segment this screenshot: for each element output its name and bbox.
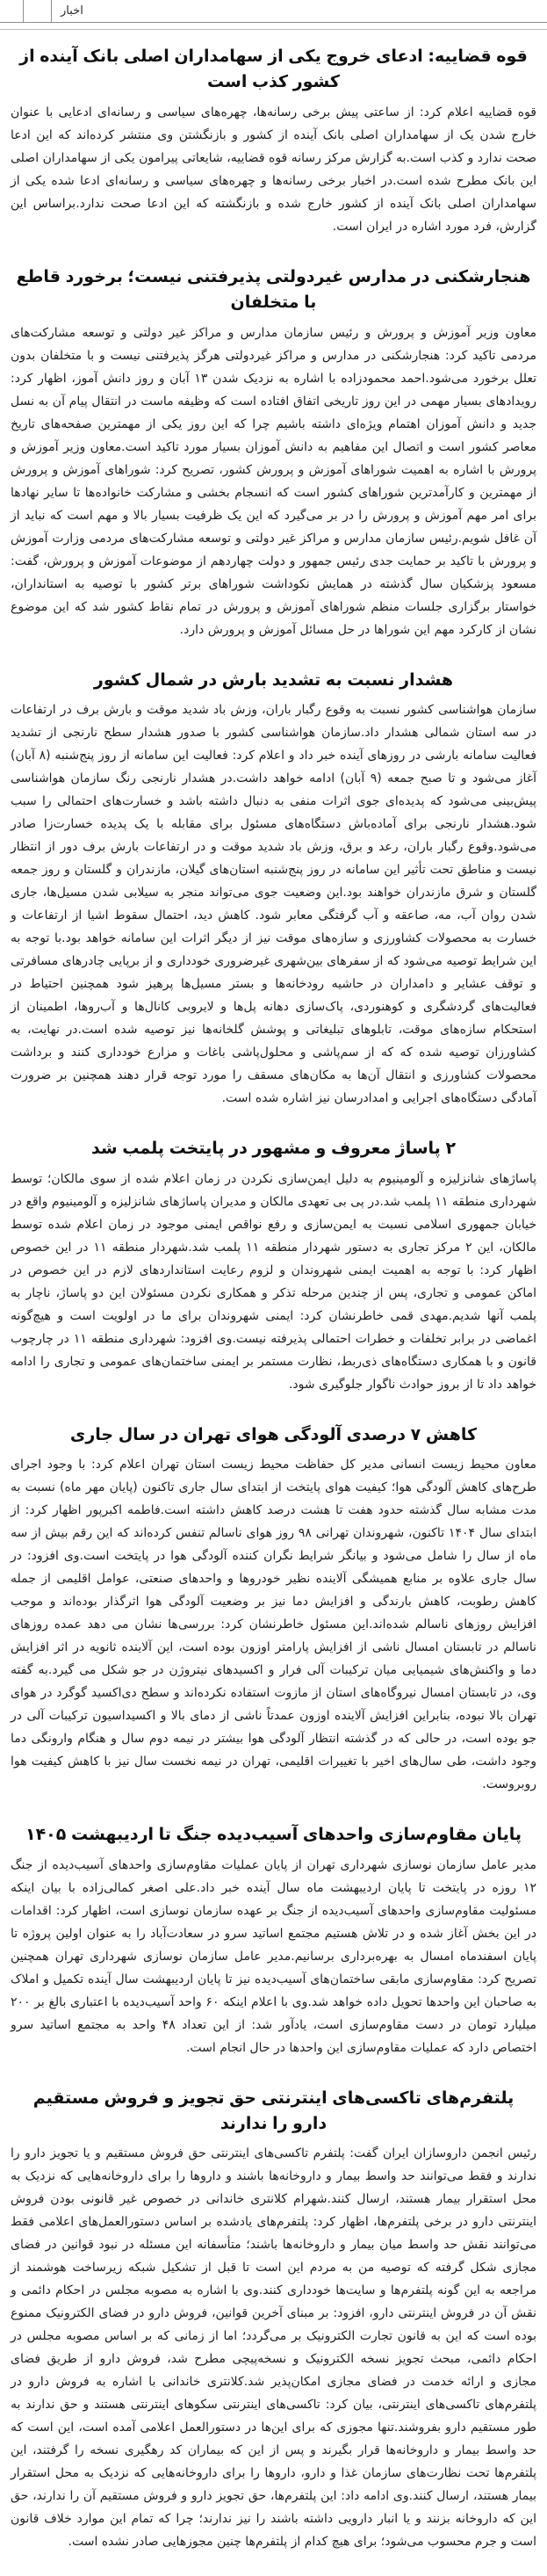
article-headline: پایان مقاوم‌سازی واحدهای آسیب‌دیده جنگ تا اردیبهشت ۱۴۰۵ <box>25 1825 522 1845</box>
top-tab-bar <box>0 0 547 23</box>
tab-bar-spacer-cell <box>24 0 52 22</box>
article-headline: کاهش ۷ درصدی آلودگی هوای تهران در سال جاری <box>69 1424 478 1444</box>
news-article <box>11 668 536 1110</box>
article-headline: هشدار نسبت به تشدید بارش در شمال کشور <box>93 669 454 690</box>
article-body: سازمان هواشناسی کشور نسبت به وقوع رگبار باران، وزش باد شدید موقت و بارش برف در ارتفاعات در سه استان شمالی هشدار داد.سازمان هواشناسی کشور با صدور هشدار سطح نارنجی از تشدید فعالیت سامانه بارشی در روزهای آینده خبر داد و اعلام کرد: فعالیت این سامانه از روز پنج‌شنبه (۸ آبان) آغاز می‌شود و تا صبح جمعه (۹ آبان) ادامه خواهد داشت.در هشدار نارنجی رنگ سازمان هواشناسی پیش‌بینی می‌شود که پدیده‌ای جوی اثرات منفی به دنبال داشته باشد و خسارت‌های احتمالی را سبب شود.هشدار نارنجی برای آماده‌باش دستگاه‌های مسئول برای مقابله با یک پدیده خسارت‌زا صادر می‌شود.وقوع رگبار باران، رعد و برق، وزش باد شدید موقت و در ارتفاعات بارش برف دور از انتظار نیست و مناطق تحت تأثیر این سامانه در روز پنج‌شنبه استان‌های گیلان، مازندران و گلستان و روز جمعه گلستان و شرق مازندران خواهند بود.این وضعیت جوی می‌تواند منجر به سیلابی شدن مسیل‌ها، جاری شدن روان آب، مه، صاعقه و آب گرفتگی معابر شود. کاهش دید، احتمال سقوط اشیا از ارتفاعات و خسارت به محصولات کشاورزی و سازه‌های موقت نیز از دیگر اثرات این سامانه خواهد بود.با توجه به این شرایط توصیه می‌شود که از سفرهای بین‌شهری غیرضروری خودداری و از برپایی چادرهای مسافرتی و توقف عشایر و دامداران در حاشیه رودخانه‌ها و بستر مسیل‌ها پرهیز شود همچنین احتیاط در فعالیت‌های گردشگری و کوهنوردی، پاک‌سازی دهانه پل‌ها و لایروبی کانال‌ها و آب‌روها، اطمینان از استحکام سازه‌های موقت، تابلوهای تبلیغاتی و پوشش گلخانه‌ها نیز توصیه شده است.در نهایت، به کشاورزان توصیه شده که که از سم‌پاشی و محلول‌پاشی باغات و مزارع خودداری کنند و برداشت محصولات کشاورزی و انتقال آن‌ها به مکان‌های مسقف را مورد توجه قرار دهند همچنین بر ضرورت آمادگی دستگاه‌های اجرایی و امدادرسان نیز اشاره شده است. <box>11 703 536 1106</box>
article-headline: پلتفرم‌های تاکسی‌های اینترنتی حق تجویز و فروش مستقیم دارو را ندارند <box>32 2088 515 2133</box>
article-body: مدیر عامل سازمان نوسازی شهرداری تهران از پایان عملیات مقاوم‌سازی واحدهای آسیب‌دیده از جنگ ۱۲ روزه در پایتخت تا پایان اردیبهشت ماه سال آینده خبر داد.علی اصغر کمالی‌زاده با بیان اینکه مسئولیت مقاوم‌سازی واحدهای آسیب‌دیده از جنگ بر عهده سازمان نوسازی است، اظهار کرد: اقدامات در این بخش آغاز شده و در تلاش هستیم مجتمع اساتید سرو در سعادت‌آباد را به عنوان اولین پروژه تا پایان اسفندماه امسال به بهره‌برداری برسانیم.مدیر عامل سازمان نوسازی شهرداری تهران همچنین تصریح کرد: مقاوم‌سازی مابقی ساختمان‌های آسیب‌دیده نیز تا پایان اردیبهشت سال آینده تکمیل و املاک به صاحبان این واحدها تحویل داده خواهد شد.وی با اعلام اینکه ۶۰ واحد آسیب‌دیده با اعتباری بالغ بر ۲۰۰ میلیارد تومان در دست مقاوم‌سازی است، یادآور شد: از این تعداد ۴۸ واحد به مجتمع اساتید سرو اختصاص دارد که عملیات مقاوم‌سازی این واحدها در حال انجام است. <box>11 1857 537 2055</box>
news-article <box>11 1136 536 1395</box>
article-body: معاون وزیر آموزش و پرورش و رئیس سازمان مدارس و مراکز غیر دولتی و توسعه مشارکت‌های مردمی تاکید کرد: هنجارشکنی در مدارس و مراکز غیردولتی هرگز پذیرفتنی نیست و با متخلفان بدون تعلل برخورد می‌شود.احمد محمودزاده با اشاره به نزدیک شدن ۱۳ آبان و روز دانش آموز، اظهار کرد: رویدادهای بسیار مهمی در این روز تاریخی اتفاق افتاده است که وظیفه ماست در انتقال پیام آن به نسل جدید و دانش آموزان اهتمام ویژه‌ای داشته باشیم چرا که این روز یکی از مهمترین صفحه‌های تاریخ معاصر کشور است و اتصال این مفاهیم به دانش آموزان بسیار مورد تاکید است.معاون وزیر آموزش و پرورش با اشاره به اهمیت شوراهای آموزش و پرورش کشور، تصریح کرد: شوراهای آموزش و پرورش از مهمترین و کارآمدترین شوراهای کشور است که انسجام بخشی و مشارکت خانواده‌ها تا سایر نهادها برای امر مهم آموزش و پرورش را در بر می‌گیرد که این یک ظرفیت بسیار بالا و مهم است که نباید از آن غافل شویم.رئیس سازمان مدارس و مراکز غیر دولتی و توسعه مشارکت‌های مردمی وزارت آموزش و پرورش با تاکید بر حمایت جدی رئیس جمهور و دولت چهاردهم از موضوعات آموزش و پرورش، گفت: مسعود پزشکیان سال گذشته در همایش نکوداشت شوراهای برتر کشور با توصیه به استانداران، خواستار برگزاری جلسات منظم شوراهای آموزش و پرورش در تمام نقاط کشور شد که این موضوع نشان از کارکرد مهم این شوراها در حل مسائل آموزش و پرورش دارد. <box>11 325 536 637</box>
article-body: قوه قضاییه اعلام کرد: از ساعتی پیش برخی رسانه‌ها، چهره‌های سیاسی و رسانه‌ای ادعایی با عنوان خارج شدن یک از سهامداران اصلی بانک آینده از کشور و بازنگشتن وی منتشر کرده‌اند که این ادعا صحت ندارد و کذب است.به گزارش مرکز رسانه قوه قضاییه، شایعاتی پیرامون یکی از سهامداران اصلی این بانک مطرح شده است.در اخبار برخی رسانه‌ها و چهره‌های سیاسی و رسانه‌ای ادعا شده یکی از سهامداران اصلی بانک آینده از کشور خارج شده و بازنگشته که این ادعا صحت ندارد.براساس این گزارش، فرد مورد اشاره در ایران است. <box>11 105 536 234</box>
news-article <box>11 2086 536 2554</box>
news-article <box>11 1422 536 1796</box>
article-body: معاون محیط زیست انسانی مدیر کل حفاظت محیط زیست استان تهران اعلام کرد: با وجود اجرای طرح‌های کاهش آلودگی هوا؛ کیفیت هوای پایتخت از ابتدای سال جاری تاکنون (پایان مهر ماه) نسبت به مدت مشابه سال گذشته حدود هفت تا هشت درصد کاهش داشته است.فاطمه اکبرپور اظهار کرد: از ابتدای سال ۱۴۰۴ تاکنون، شهروندان تهرانی ۹۸ روز هوای ناسالم تنفس کرده‌اند که این رقم بیش از سه ماه از سال را شامل می‌شود و بیانگر شرایط نگران کننده آلودگی هوا در پایتخت است.وی افزود: در سال جاری علاوه بر منابع همیشگی آلاینده نظیر خودروها و واحدهای صنعتی، عوامل اقلیمی از جمله کاهش رطوبت، کاهش بارندگی و افزایش دما نیز بر وضعیت آلودگی هوا اثرگذار بوده‌اند و موجب افزایش روزهای ناسالم شده‌اند.این مسئول خاطرنشان کرد: بررسی‌ها نشان می دهد عمده روزهای ناسالم در تابستان امسال ناشی از افزایش پارامتر اوزون بوده است، این آلاینده ثانویه در اثر افزایش دما و واکنش‌های شیمیایی میان ترکیبات آلی فرار و اکسیدهای نیتروژن در جو شکل می گیرد.به گفته وی، در تابستان امسال نیروگاه‌های استان از مازوت استفاده نکرده‌اند و سطح دی‌اکسید گوگرد در هوای تهران بالا نبوده، بنابراین افزایش آلاینده اوزون عمدتاً ناشی از دمای بالا و اکسیداسیون ترکیبات آلی در جو بوده است، در حالی که در گذشته انتظار آلودگی هوا بیشتر در نیمه دوم سال و هنگام وارونگی دما وجود داشت، طی سال‌های اخیر با تغییرات اقلیمی، تهران در نیمه نخست سال نیز با کاهش کیفیت هوا روبروست. <box>11 1458 537 1792</box>
article-body: رئیس انجمن داروسازان ایران گفت: پلتفرم تاکسی‌های اینترنتی حق فروش مستقیم و یا تجویز دارو را ندارند و فقط می‌توانند حد واسط بیمار و داروخانه‌ها باشند و داروها را برای داروخانه‌هایی که نزدیک به محل استقرار بیمار هستند، ارسال کنند.شهرام کلانتری خاندانی در خصوص غیر قانونی بودن فروش اینترنتی دارو در برخی پلتفرم‌ها، اظهار کرد: پلتفرم‌های یادشده بر اساس دستورالعمل‌های اعلامی فقط می‌توانند نقش حد واسط میان بیمار و داروخانه‌ها باشند؛ متأسفانه این مسئله در نبود قوانین در فضای مجازی شکل گرفته که توصیه من به مردم این است تا قبل از تشکیل شبکه زیرساخت هوشمند از مراجعه به این گونه پلتفرم‌ها و سایت‌ها خودداری کنند.وی با اشاره به مصوبه مجلس در احکام دائمی و نقش آن در فروش اینترنتی دارو، افزود: بر مبنای آخرین قوانین، فروش دارو در فضای الکترونیک ممنوع بوده است که این به قانون تجارت الکترونیک بر می‌گردد؛ اما از زمانی که بر اساس مصوبه مجلس در احکام دائمی، مبحث تجویز نسخه الکترونیک و نسخه‌پیچی مطرح شد، فروش دارو از طریق فضای مجازی و ارائه خدمت در فضای مجازی امکان‌پذیر شد.کلانتری خاندانی با اشاره به فروش دارو در پلتفرم‌های تاکسی‌های اینترنتی، بیان کرد: تاکسی‌های اینترنتی سکوهای اینترنتی هستند و حق ندارند به طور مستقیم دارو بفروشند.تنها مجوزی که برای این‌ها در دستورالعمل اعلامی آمده است، این است که حد واسط بیمار و داروخانه‌ها قرار بگیرند و پس از این که بیماران کد رهگیری نسخه را گرفتند، این پلتفرم‌ها تحت نظارت‌های سازمان غذا و دارو، داروها را برای داروخانه‌هایی که نزدیک به محل استقرار بیمار هستند، ارسال کنند.وی ادامه داد: این پلتفرم‌ها، حق تجویز دارو و فروش مستقیم آن را ندارند، حق این که داروخانه بزنند و یا انبار دارویی داشته باشند را نیز ندارند؛ چرا که تمام این موارد خلاف قانون است و جرم محسوب می‌شود؛ برای هیچ کدام از پلتفرم‌ها چنین مجوزهایی صادر نشده است. <box>11 2146 536 2550</box>
article-body: پاساژهای شانزلیزه و آلومینیوم به دلیل ایمن‌سازی نکردن در زمان اعلام شده از سوی مالکان؛ توسط شهرداری منطقه ۱۱ پلمب شد.در پی بی تعهدی مالکان و مدیران پاساژهای شانزلیزه و آلومینیوم واقع در خیابان جمهوری اسلامی نسبت به ایمن‌سازی و رفع نواقص ایمنی موجود در زمان اعلام شده توسط مالکان، این ۲ مرکز تجاری به دستور شهردار منطقه ۱۱ پلمب شد.شهردار منطقه ۱۱ در این خصوص اظهار کرد: با توجه به اهمیت ایمنی شهروندان و لزوم رعایت استانداردهای لازم در این خصوص در اماکن عمومی و تجاری، پس از چندین مرحله تذکر و همکاری نکردن مسئولان این دو پاساژ، ناچار به پلمب آنها شدیم.مهدی قمی خاطرنشان کرد: ایمنی شهروندان برای ما در اولویت است و هیچ‌گونه اغماضی در برابر تخلفات و خطرات احتمالی پذیرفته نیست.وی افزود: شهرداری منطقه ۱۱ در چارچوب قانون و با همکاری دستگاه‌های ذی‌ربط، نظارت مستمر بر ایمنی ساختمان‌های عمومی و تجاری را ادامه خواهد داد تا از بروز حوادث ناگوار جلوگیری شود. <box>11 1171 537 1392</box>
tab-news[interactable]: اخبار <box>61 4 83 18</box>
news-article <box>11 44 536 238</box>
article-headline: هنجارشکنی در مدارس غیردولتی پذیرفتنی نیست؛ برخورد قاطع با متخلفان <box>16 266 531 313</box>
articles <box>0 30 547 2576</box>
article-headline: قوه قضاییه: ادعای خروج یکی از سهامداران اصلی بانک آینده از کشور کذب است <box>19 47 528 92</box>
news-article <box>11 264 536 641</box>
article-headline: ۲ پاساژ معروف و مشهور در پایتخت پلمب شد <box>90 1139 457 1159</box>
tab-bar-spacer-cell <box>0 0 24 22</box>
news-article <box>11 1822 536 2059</box>
